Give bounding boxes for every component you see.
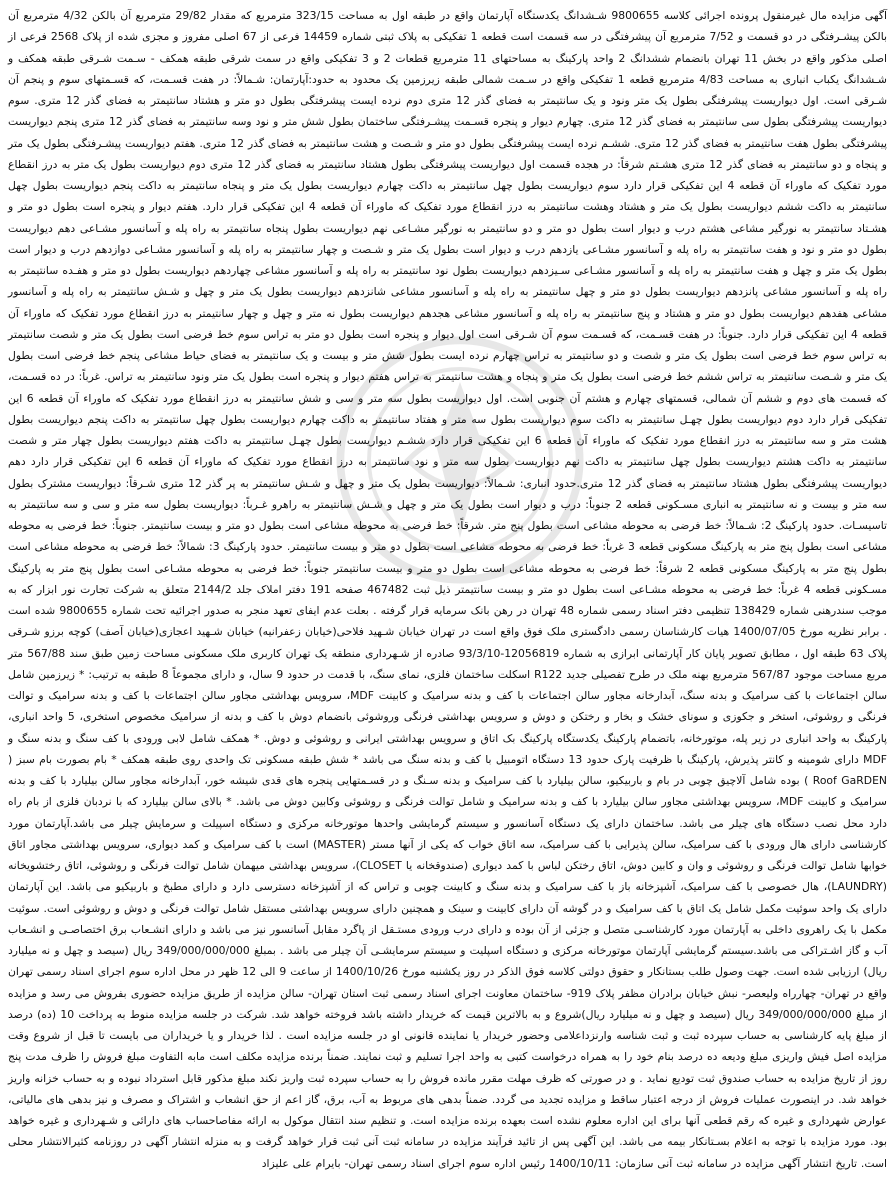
auction-notice-text: آگهی مزایده مال غیرمنقول پرونده اجرائی کلاسه 9800655 شـشدانگ یکدستگاه آپارتمان واقع در طبقه اول به مساحت 323/15 مترمربع که مقدار 29/82 مترمربع آن بالکن 4/32 مترمربع آن بالکن پیشـرفتگی در دو قسمت و 7/52 مترمربع آن پیشرفتگی در سه قسمت است قطعه 1 تفکیکی به پلاک ثبتی شماره 14459 فرعی از 67 اصلی مفروز و مجزی شده از پلاک 2568 فرعی از اصلی مذکور واقع در بخش 11 تهران بانضمام ششدانگ 2 واحد پارکینگ به مساحتهای 11 مترمربع قطعات 2 و 3 تفکیکی واقع در سمت شرقی طبقه همکف - سـمت شـرقی طبقه همکف و شـشدانگ یکباب انباری به مساحت 4/83 مترمربع قطعه 1 تفکیکی واقع در سـمت شمالی طبقه زیرزمین یک محدود به حدود:آپارتمان: شـمالاً: در هفت قسـمت، که قسـمتهای سوم و پنجم آن شـرقی است. اول دیواریست پیشرفتگی بطول یک متر ونود و یک سانتیمتر به فضای گذر 12 متری دوم نرده ایست پیشرفتگی بطول دو متر و هشتاد سانتیمتر به فضای گذر 12 متری. سوم دیواریست پیشرفتگی بطول سی سانتیمتر به فضای گذر 12 متری. چهارم دیوار و پنجره قسـمت پیشـرفتگی ساختمان بطول شش متر و نود وسه سانتیمتر به فضای گذر 12 متری پنجم دیواریست پیشرفتگی بطول هفت سانتیمتر به فضای گذر 12 متری. ششـم نرده ایست پیشرفتگی بطول دو متر و شـصت و هشت سانتیمتر به فضای گذر 12 متری. هفتم دیواریست پیشـرفتگی بطول یک متر و پنجاه و دو سانتیمتر به فضای گذر 12 متری هشـتم شرقاً: در هجده قسمت اول دیواریست پیشرفتگی بطول هشتاد سانتیمتر به فضای گذر 12 متری دوم دیواریست بطول یک متر به درز انقطاع مورد تفکیک که ماوراء آن قطعه 4 این تفکیکی قرار دارد سوم دیواریست بطول چهل سانتیمتر به داکت چهارم دیواریست بطول یک متر و پنجاه سانتیمتر به داکت پنجم دیواریست بطول چهل سانتیمتر به داکت ششم دیواریست بطول یک متر و هشتاد وهشت سانتیمتر به درز انقطاع مورد تفکیک که ماوراء آن قطعه 4 این تفکیکی قرار دارد. هفتم دیوار و پنجره است بطول دو متر و هشـتاد سانتیمتر به نورگیر مشاعی هشتم درب و دیوار است بطول دو متر و دو سانتیمتر به نورگیر مشـاعی نهم دیواریست بطول پنجاه سانتیمتر به راه پله و آسانسور مشـاعی دهم دیواریست بطول دو متر و نود و هفت سانتیمتر به راه پله و آسانسور مشـاعی یازدهم درب و دیوار است بطول یک متر و شـصت و چهار سانتیمتر به راه پله و آسانسور مشـاعی دوازدهم درب و دیوار است بطول یک متر و چهل و هفت سانتیمتر به راه پله و آسانسور مشـاعی سـیزدهم دیواریست بطول نود سانتیمتر به راه پله و آسانسور مشاعی چهاردهم دیواریست بطول دو متر و هفـده سانتیمتر به راه پله و آسانسور مشاعی پانزدهم دیواریست بطول دو متر و چهل سانتیمتر به راه پله و آسانسور مشاعی شانزدهم دیواریست بطول یک متر و چهل و شـش سانتیمتر به راه پله و آسانسور مشاعی هفدهم دیواریست بطول دو متر و هشتاد و پنج سانتیمتر به راه پله و آسانسور مشاعی هجدهم دیواریست بطول نه متر و چهل و چهار سانتیمتر به درز انقطاع مورد تفکیک که ماوراء آن قطعه 4 این تفکیکی قرار دارد. جنوباً: در هفت قسـمت، که قسـمت سوم آن شـرقی است اول دیوار و پنجره است بطول دو متر به تراس سوم خط فرضی است بطول یک متر و شصت سانتیمتر به تراس سوم خط فرضی است بطول یک متر و شصت و دو سانتیمتر به تراس چهارم نرده ایست بطول شش متر و بیست و یک سانتیمتر به فضای حیاط مشاعی پنجم خط فرضی است بطول یک متر و شـصت سانتیمتر به تراس ششم خط فرضی است بطول یک متر و پنجاه و هشت سانتیمتر به تراس هفتم دیوار و پنجره است بطول یک متر ونود سانتیمتر به تراس. غرباً: در ده قسـمت، که قسمت های دوم و ششم آن شمالی، قسمتهای چهارم و هشتم آن جنوبی است. اول دیواریست بطول سه متر و سی و شش سانتیمتر به درز انقطاع مورد تفکیک که ماوراء آن قطعه 6 این تفکیکی قرار دارد دوم دیواریست بطول چهـل سانتیمتر به داکت سوم دیواریست بطول سه متر و هفتاد سانتیمتر به داکت چهارم دیواریست بطول چهل سانتیمتر به داکت پنجم دیواریست بطول هشت متر و سه سانتیمتر به درز انقطاع مورد تفکیک که ماوراء آن قطعه 6 این تفکیکی قرار دارد ششـم دیواریست بطول چهـل سانتیمتر به داکت هفتم دیواریست بطول چهار متر و شصت سانتیمتر به داکت هشتم دیواریست بطول چهل سانتیمتر به داکت نهم دیواریست بطول سه متر و نود سانتیمتر به درز انقطاع مورد تفکیک که ماوراء آن قطعه 6 این تفکیکی قرار دارد دهم دیواریست پیشرفتگی بطول هشتاد سانتیمتر به فضای گذر 12 متری.حدود انباری: شـمالاً: دیواریست بطول یک متر و چهل و شـش سانتیمتر به پر گذر 12 متری شـرقاً: دیواریست مشترک بطول سه متر و بیست و نه سانتیمتر به انباری مسـکونی قطعه 2 جنوباً: درب و دیوار است بطول یک متر و چهل و شـش سانتیمتر به راهرو غـرباً: دیواریست بطول سه متر و سی و سه سانتیمتر به تاسیسـات. حدود پارکینگ 2: شـمالاً: خط فرضی به محوطه مشاعی است بطول پنج متر. شرقاً: خط فرضی به محوطه مشاعی است بطول دو متر و بیست سانتیمتر. جنوباً: خط فرضی به محوطه مشاعی است بطول پنج متر به پارکینگ مسکونی قطعه 3 غرباً: خط فرضی به محوطه مشاعی است بطول دو متر و بیست سانتیمتر. حدود پارکینگ 3: شمالاً: خط فرضی به محوطه مشاعی است بطول پنج متر به پارکینگ مسکونی قطعه 2 شرقاً: خط فرضی به محوطه مشاعی است بطول دو متر و بیست سانتیمتر جنوباً: خط فرضی به محوطه مشـاعی است بطول پنج متر به پارکینگ مسـکونی قطعه 4 غرباً: خط فرضی به محوطه مشـاعی است بطول دو متر و بیست سانتیمتر ذیل ثبت 467482 صفحه 191 دفتر املاک جلد 2144/2 متعلق به شرکت تجارت نور ابزار که به موجب سندرهنی شماره 138429 تنظیمی دفتر اسناد رسمی شماره 48 تهران در رهن بانک سرمایه قرار گرفته . بعلت عدم ایفای تعهد منجر به صدور اجرائیه تحت شماره 9800655 شده است . برابر نظریه مورخ 1400/07/05 هیات کارشناسان رسمی دادگستری ملک فوق واقع است در تهران خیابان شـهید فلاحی(خیابان زعفرانیه) خیابان شـهید اعجازی(خیابان آصف) کوچه برزو شـرقی پلاک 63 طبقه اول ، مطابق تصویر پایان کار آپارتمانی ابرازی به شماره 12056819-93/3/10 صادره از شـهرداری منطقه یک تهران کاربری ملک مسکونی مساحت زمین طبق سند 567/88 متر مربع مساحت موجود 567/87 مترمربع بهنه ملک در طرح تفصیلی جدید R122 اسکلت ساختمان فلزی، نمای سنگ، با قدمت در حدود 9 سال، و دارای مجموعاً 8 طبقه به ترتیب: * زیرزمین شامل سالن اجتماعات با کف سرامیک و بدنه سنگ، آبدارخانه مجاور سالن اجتماعات با کف و بدنه سرامیک و کابینت MDF، سرویس بهداشتی مجاور سالن اجتماعات با کف و بدنه سرامیک و توالت فرنگی و روشوئی، استخر و جکوزی و سونای خشک و بخار و رختکن و دوش و سرویس بهداشتی فرنگی وروشوئی بانضمام دوش با کف و بدنه از سرامیک مخصوص استخری، 5 واحد انباری، پارکینگ به واحد انباری در زیر پله، موتورخانه، باتضمام پارکینگ یکدستگاه پارکینگ بک اتاق و سرویس بهداشتی ایرانی و روشوئی و دوش. * همکف شامل لابی ورودی با کف سنگ و بدنه سنگ و MDF دارای شومینه و کانتر پذیرش، پارکینگ با ظرفیت پارک حدود 13 دستگاه اتومبیل با کف و بدنه سنگ می باشد * شش طبقه مسکونی تک واحدی روی طبقه همکف * بام بصورت بام سبز ( Roof GaRDEN ) بوده شامل آلاچیق چوبی در بام و باربیکیو، سالن بیلیارد با کف سرامیک و بدنه سـنگ و در قسـمتهایی پنجره های قدی شیشه خور، آبدارخانه مجاور سالن بیلیارد با کف و بدنه سرامیک و کابینت MDF، سرویس بهداشتی مجاور سالن بیلیارد با کف و بدنه سرامیک و شامل توالت فرنگی و روشوئی وکابین دوش می باشد. * بالای سالن بیلیارد که با نردبان فلزی از بام راه دارد محل نصب دستگاه های چیلر می باشد. ساختمان دارای یک دستگاه آسانسور و سیستم گرمایشی واحدها موتورخانه مرکزی و دستگاه اسپیلت و سرمایش چیلر می باشد.آپارتمان مورد کارشناسی دارای هال ورودی با کف سرامیک، سالن پذیرایی با کف سرامیک، سه اتاق خواب که یکی از آنها مستر (MASTER) است با کف سرامیک و کمد دیواری، سرویس بهداشتی مجاور اتاق خوابها شامل توالت فرنگی و روشوئی و وان و کابین دوش، اتاق رختکن لباس با کمد دیواری (صندوقخانه یا CLOSET)، سرویس بهداشتی میهمان شامل توالت فرنگی و روشوئی، اتاق رختشویخانه (LAUNDRY)، هال خصوصی با کف سرامیک، آشپزخانه باز با کف سرامیک و بدنه سنگ و کابینت چوبی و تراس که از آشپزخانه دسترسی دارد و دارای مطبخ و باربیکیو می باشد. این آپارتمان دارای یک واحد سوئیت مکمل شامل یک اتاق با کف سرامیک و در گوشه آن دارای کابینت و سینک و همچنین دارای سرویس بهداشتی مستقل شامل توالت فرنگی و دوش و روشوئی است. سوئیت مکمل با یک راهروی داخلی به آپارتمان مورد کارشناسـی متصل و جزئی از آن بوده و دارای درب ورودی مستـقل از پاگرد مقابل آسانسور نیز می باشد و دارای انشـعاب برق اختصاصـی و انشـعاب آب و گاز اشـتراکی می باشد.سیستم گرمایشی آپارتمان موتورخانه مرکزی و دستگاه اسپلیت و سیستم سرمایشـی آن چیلر می باشد . بمبلغ 349/000/000/000 ریال (سیصد و چهل و نه میلیارد ریال) ارزیابی شده است. جهت وصول طلب بستانکار و حقوق دولتی کلاسه فوق الذکر در روز یکشنبه مورخ 1400/10/26 از ساعت 9 الی 12 ظهر در محل اداره سوم اجرای اسناد رسمی تهران واقع در تهران- چهارراه ولیعصر- نبش خیابان برادران مظفر پلاک 919- ساختمان معاونت اجرای اسناد رسمی ثبت استان تهران- سالن مزایده از طریق مزایده حضوری بفروش می رسد و مزایده از مبلغ 349/000/000/000 ریال (سیصد و چهل و نه میلیارد ریال)شروع و به بالاترین قیمت که خریدار داشته باشد فروخته خواهد شد. شرکت در جلسه مزایده منوط به پرداخت 10 (ده) درصد از مبلغ پایه کارشناسی به حساب سپرده ثبت و ثبت شناسه وارنزداعلامی وحضور خریدار یا نماینده قانونی او در جلسه مزایده است . لذا خریدار و یا خریداران می بایست تا قبل از شروع وقت مزایده اصل فیش واریزی مبلغ ودیعه ده درصد بنام خود را به همراه درخواست کتبی به واحد اجرا تسلیم و ثبت نمایند. ضمناً برنده مزایده مکلف است مابه التفاوت مبلغ فروش را ظرف مدت پنج روز از تاریخ مزایده به حساب صندوق ثبت تودیع نماید . و در صورتی که ظرف مهلت مقرر مانده فروش را به حساب سپرده ثبت واریز نکند مبلغ مذکور قابل استرداد نبوده و به حساب خزانه واریز خواهد شد. در اینصورت عملیات فروش از درجه اعتبار ساقط و مزایده تجدید می گردد. ضمناً بدهی های مربوط به آب، برق، گاز اعم از حق انشعاب و اشتراک و مصرف و نیز بدهی های مالیاتی، عوارض شهرداری و غیره که رقم قطعی آنها برای این اداره معلوم نشده است بعهده برنده مزایده است. و تنظیم سند انتقال موکول به ارائه مفاصاحساب های دارائی و شـهرداری و غیره خواهد بود. مورد مزایده با توجه به اعلام بسـتانکار بیمه می باشد. این آگهی پس از تائید فرآیند مزایده در سامانه ثبت آنی ثبت قرار خواهد گرفت و به منزله انتشار آگهی در روزنامه کثیرالانتشار محلی است. تاریخ انتشار آگهی مزایده در سامانه ثبت آنی سازمان: 1400/10/11 رئیس اداره سوم اجرای اسناد رسمی تهران- بایرام علی علیزاد [8, 9, 888, 1170]
